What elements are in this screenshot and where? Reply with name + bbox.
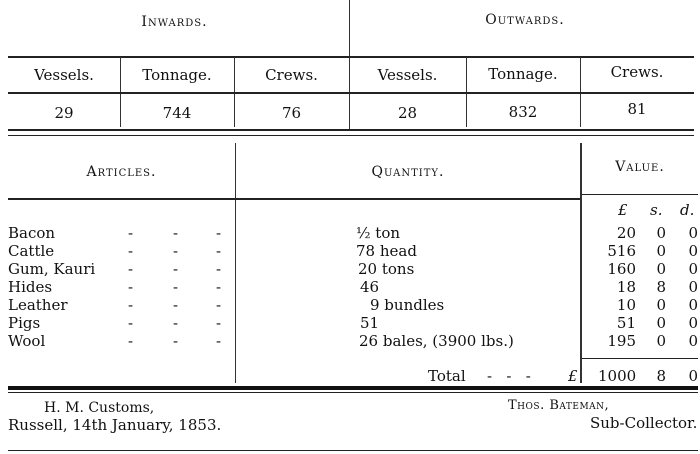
section-double-rule-top: [8, 129, 694, 131]
value-tonnage-in: 744: [162, 104, 192, 122]
pence: 0: [688, 314, 698, 332]
pounds: 160: [607, 260, 636, 278]
value-crews-in: 76: [281, 104, 302, 122]
pence: 0: [688, 296, 698, 314]
total-currency-symbol: £: [568, 367, 578, 385]
pence: 0: [688, 242, 698, 260]
quantity: 20 tons: [358, 260, 415, 278]
leader-dash: -: [173, 314, 179, 332]
shillings: 0: [656, 242, 666, 260]
leader-dash: -: [216, 224, 222, 242]
table-row: [8, 278, 698, 296]
articles-heading: Articles.: [86, 164, 157, 180]
col-header-vessels-out: Vessels.: [377, 66, 438, 84]
total-shillings: 8: [656, 367, 666, 385]
table-row: [8, 224, 698, 242]
quantity: 51: [360, 314, 380, 332]
table-row: [8, 314, 698, 332]
article-name: Wool: [8, 332, 46, 350]
pounds: 51: [616, 314, 636, 332]
section-double-rule-bottom: [8, 135, 694, 136]
table-row: [8, 260, 698, 278]
leader-dash: -: [216, 314, 222, 332]
total-row: [8, 367, 698, 385]
table-row: [8, 332, 698, 350]
header-values-rule: [8, 92, 694, 94]
total-label: Total: [428, 367, 466, 385]
leader-dash: -: [173, 278, 179, 296]
leader-dash: -: [128, 314, 134, 332]
col-header-tonnage-in: Tonnage.: [142, 66, 212, 84]
article-name: Leather: [8, 296, 68, 314]
leader-dash: -: [128, 242, 134, 260]
quantity: 9 bundles: [370, 296, 445, 314]
pence: 0: [688, 260, 698, 278]
pounds: 516: [607, 242, 636, 260]
pounds: 18: [616, 278, 636, 296]
value-heading-rule: [582, 194, 698, 195]
table-row: [8, 296, 698, 314]
leader-dash: -: [128, 278, 134, 296]
article-name: Gum, Kauri: [8, 260, 96, 278]
col-header-vessels-in: Vessels.: [34, 66, 94, 84]
shillings: 0: [656, 224, 666, 242]
leader-dash: -: [128, 332, 134, 350]
shillings: 8: [656, 278, 666, 296]
currency-unit-shillings: s.: [650, 201, 663, 219]
value-heading: Value.: [615, 159, 665, 175]
col-header-crews-out: Crews.: [610, 63, 664, 81]
bottom-thin-rule: [8, 392, 698, 393]
inwards-heading: Inwards.: [141, 14, 208, 30]
pounds: 20: [616, 224, 636, 242]
leader-dash: -: [173, 260, 179, 278]
leader-dash: -: [216, 242, 222, 260]
signatory-title: Sub-Collector.: [590, 414, 698, 432]
total-pounds: 1000: [598, 367, 637, 385]
place-date-line: Russell, 14th January, 1853.: [8, 416, 222, 434]
signatory-name: Thos. Bateman,: [508, 398, 610, 413]
outwards-heading: Outwards.: [485, 12, 565, 28]
value-vessels-in: 29: [54, 104, 74, 122]
shillings: 0: [656, 314, 666, 332]
articles-heading-rule: [8, 198, 580, 200]
currency-unit-pounds: £: [618, 201, 628, 219]
pence: 0: [688, 224, 698, 242]
col-header-tonnage-out: Tonnage.: [488, 65, 558, 83]
article-name: Hides: [8, 278, 53, 296]
pence: 0: [688, 278, 698, 296]
leader-dash: -: [173, 332, 179, 350]
footer-bottom-rule: [8, 450, 698, 451]
leader-dash: -: [173, 242, 179, 260]
article-name: Pigs: [8, 314, 41, 332]
table-row: [8, 242, 698, 260]
leader-dash: -: [173, 224, 179, 242]
leader-dash: -: [128, 260, 134, 278]
leader-dash: -: [216, 332, 222, 350]
col-header-crews-in: Crews.: [265, 66, 318, 84]
heading-rule: [8, 56, 694, 58]
leader-dash: -: [128, 224, 134, 242]
quantity-heading: Quantity.: [371, 164, 445, 180]
total-pence: 0: [688, 367, 698, 385]
value-tonnage-out: 832: [508, 103, 538, 121]
leader-dash: -: [216, 260, 222, 278]
leader-dash: -: [128, 296, 134, 314]
quantity: ½ ton: [356, 224, 401, 242]
leader-dash: -: [216, 278, 222, 296]
quantity: 46: [360, 278, 380, 296]
shillings: 0: [656, 296, 666, 314]
article-name: Bacon: [8, 224, 56, 242]
quantity: 78 head: [356, 242, 417, 260]
shillings: 0: [656, 260, 666, 278]
pence: 0: [688, 332, 698, 350]
bottom-thick-rule: [8, 386, 698, 390]
value-total-rule: [582, 358, 698, 359]
article-name: Cattle: [8, 242, 55, 260]
customs-office-label: H. M. Customs,: [44, 400, 155, 416]
pounds: 195: [607, 332, 636, 350]
currency-unit-pence: d.: [680, 201, 695, 219]
value-vessels-out: 28: [397, 104, 418, 122]
leader-dash: -: [216, 296, 222, 314]
leader-dash: -: [173, 296, 179, 314]
pounds: 10: [616, 296, 636, 314]
shillings: 0: [656, 332, 666, 350]
value-crews-out: 81: [627, 100, 647, 118]
total-leader-dashes: - - -: [487, 367, 531, 385]
quantity: 26 bales, (3900 lbs.): [359, 332, 514, 350]
